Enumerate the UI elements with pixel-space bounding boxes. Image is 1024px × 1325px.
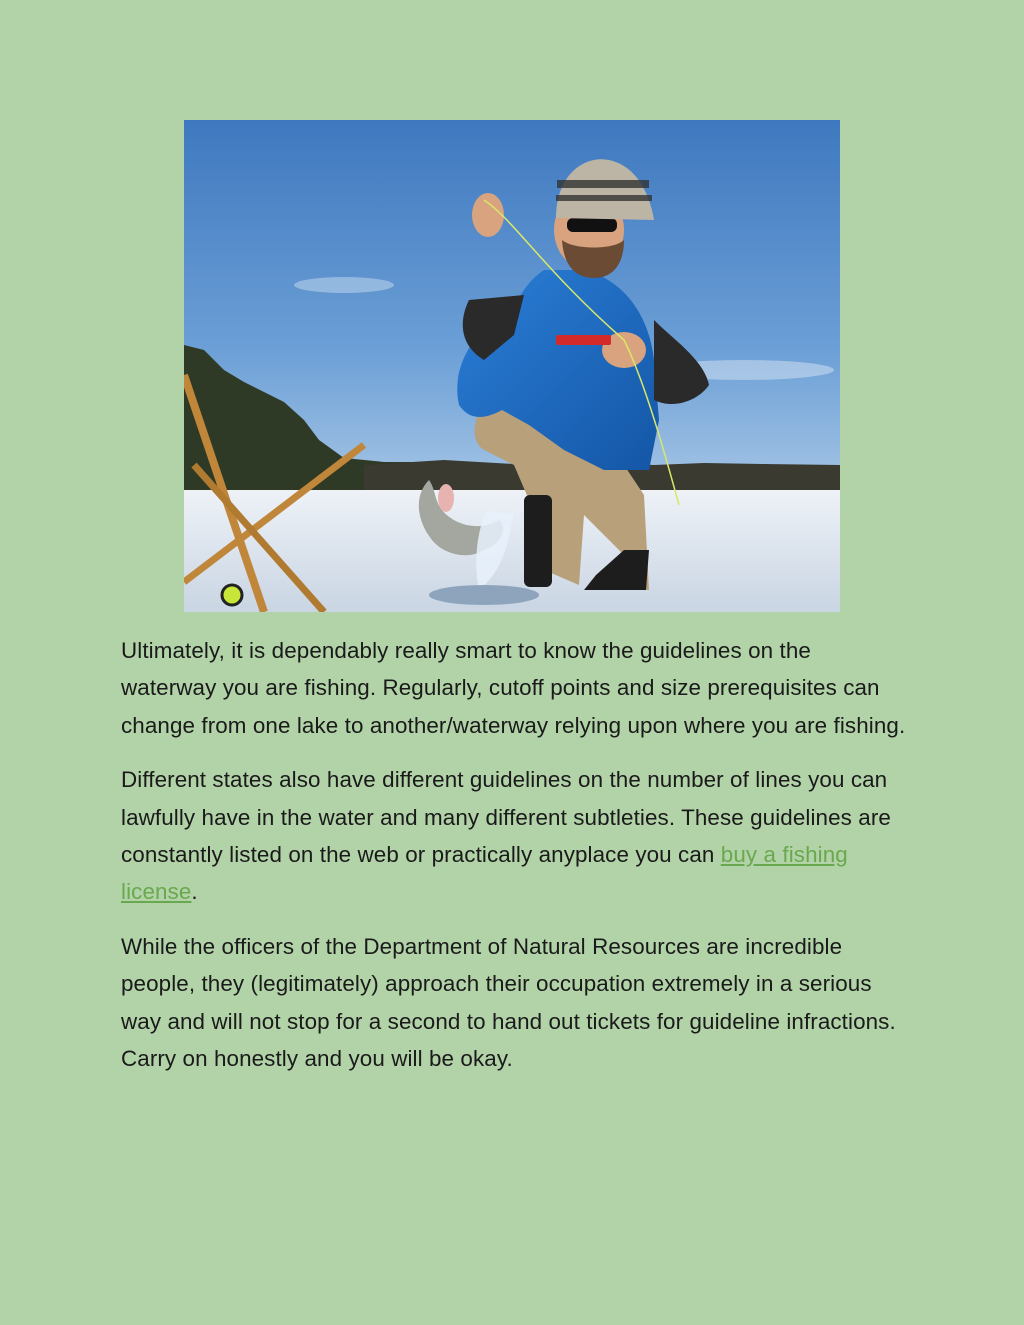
beanie-stripe <box>557 180 649 188</box>
beanie-stripe <box>556 195 652 201</box>
trout-belly <box>438 484 454 512</box>
paragraph-1: Ultimately, it is dependably really smart to know the guidelines on the waterway you are fishing. Regularly, cutoff points and size prerequisites can change from one lake to another/waterway relying upon where you are fishing. <box>121 638 906 738</box>
ice-hole <box>429 585 539 605</box>
ice-fishing-photo <box>184 120 840 612</box>
paragraph-2-text: Different states also have different guidelines on the number of lines you can lawfully have in the water and many different subtleties. These guidelines are constantly listed on the web or practically anyplace you can <box>121 767 891 868</box>
sunglasses <box>567 218 617 232</box>
paragraph-2 <box>121 761 911 911</box>
boot <box>524 495 552 587</box>
photo-illustration <box>184 120 840 612</box>
cloud <box>294 277 394 293</box>
buy-fishing-license-link[interactable]: buy a fishing license <box>121 842 848 905</box>
paragraph-3: While the officers of the Department of Natural Resources are incredible people, they (legitimately) approach their occupation extremely in a serious way and will not stop for a second to hand out tickets for guideline infractions. Carry on honestly and you will be okay. <box>121 933 896 1072</box>
paragraph-2-end: . <box>191 879 198 905</box>
article-body <box>121 632 911 1094</box>
hand <box>472 193 504 237</box>
red-tag <box>556 335 611 345</box>
